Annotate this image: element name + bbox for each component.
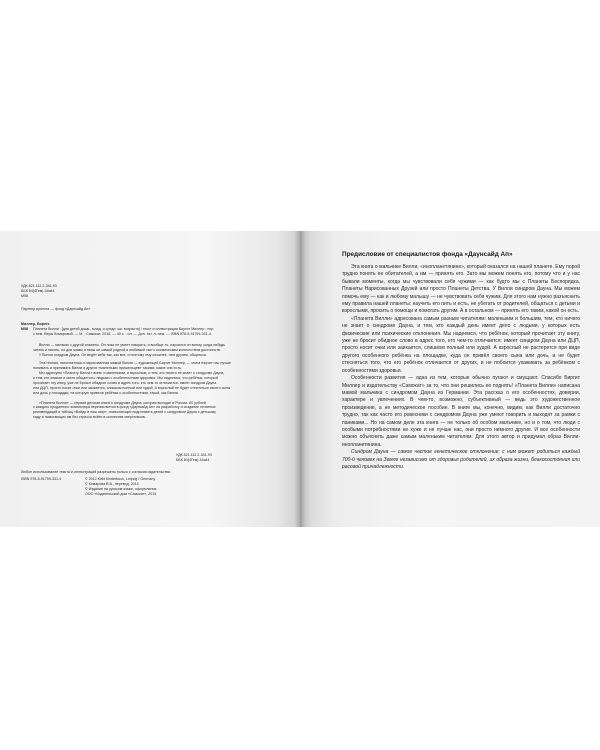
catalog-line: Планета Вилли : [для детей дошк., млад. и средн. шк. возраста] / текст и иллюстрации Биргит Миллер ; пер. [33, 326, 215, 331]
copyright-line: © Издание на русском языке, оформление. [85, 486, 158, 491]
annotation-line: Мы адресуем «Планету Вилли» всем: и маленьким, и взрослым, и тем, кто ничего не знает о синдроме Дауна, [39, 371, 225, 376]
catalog-entry [21, 322, 273, 337]
annotation-line: читать и писать, но для мамы и папы он самый родной и любимый сын с космическим количеством достоинств. [33, 347, 221, 352]
annotation-line: саду и помогающих им без стресса войти в коллектив сверстников. [33, 415, 146, 420]
book-spread [0, 231, 600, 527]
udc-line: УДК 821.112.2-341-93 [21, 284, 57, 288]
annotation-line: и тем, кто знаком и часто общается с людьми с особенностями здоровья. Мы надеемся, что ребёнок, который [33, 375, 218, 380]
catalog-line: с нем. Веры Комаровой. — М. : Самокат, 2015. — 40 с. : ил. — Доп. тит. л. нем. — ISBN 978-5-91759-331-4. [33, 331, 212, 336]
annotation-line: или дочь у площадки, на которую привели ребёнка с особенностями, такой, как Вилли. [33, 390, 179, 395]
annotation-line: рекомендаций и таблиц «Войди в наш мир», позволяющих подготовить детей с синдромом Дауна к детскому [33, 410, 216, 415]
annotation-line: Эта тёплая, наполненная и нарисованная мамой Вилли — художницей Биргит Миллер, — книга научит нас лучше [39, 361, 231, 366]
foreword-paragraph: «Планета Вилли» адресована самым разным читателям: маленьким и большим, тем, кто ничего не знает о синдроме Дауна, и тем, кто каждый день имеет дело с людьми, у которых есть физические или психические отклонения. Мы надеемся, что ребёнок, который прочитает эту книгу, уже не бросит обидное слово в адрес того, кто чем-то отличается: имеет синдром Дауна или ДЦП, просто носит очки или заикается, слишком полный или худой. А взрослый не растерется при виде другого особенного ребёнка на площадке, куда он привёл своего сына или дочь, и не будет стесняться того, что его ребёнок отличается от других, и не побоится ухаживать за ребёнком с особенностями здоровья. [342, 315, 580, 374]
udc-line: УДК 821.112.2-341-93 [176, 453, 212, 457]
annotation-line: прочитает эту книгу, уже не бросит обидное слово в адрес того, кто чем-то отличается: имеет синдром Дауна [33, 380, 217, 385]
copyright-line: © Комарова В.В., перевод, 2014 [85, 481, 139, 486]
foreword-italic-paragraph: Синдром Дауна — самое частое генетическое отклонение: с ним может родиться каждый 700-й человек на Земле независимо от здоровья родителей, их образа жизни, благосостояния или расовой принадлежности. [342, 449, 580, 470]
book-gutter [294, 231, 306, 527]
copyright-notice: Любое использование текста и иллюстраций разрешено только с согласия издательства. [21, 470, 171, 474]
udc-block-top [21, 284, 273, 299]
foreword-paragraph: Эта книга о мальчике Вилли, «инопланетянине», который оказался на нашей планете. Ему порой трудно понять ее обитателей, а им — принять его. Зато мы можем понять его, потому что и у нас бывали моменты, когда мы чувствовали себя чужими — как будто мы с Планеты Беспорядка, Планеты Нарисованных Друзей или просто Планеты Детства. У Вилли синдром Дауна. Мы можем помочь ему — как и любому малышу — не чувствовать себя чужим. Для этого нам нужно разъяснить ему правила нашей планеты: научить его пить и есть, не убегать от родителей, общаться с детьми и взрослыми, просить о помощи и помогать другим. А в остальном — принять его таким, какой он есть. [342, 264, 580, 315]
foreword [342, 251, 580, 471]
annotation-line: «Планета Вилли» — первая детская книга о синдроме Дауна, которая выходит в России. 60 рублей [39, 400, 206, 405]
author-heading: Миллер, Биргит. [21, 322, 51, 326]
bbk-line: ББК 84(4Гем)-44я44 [176, 457, 210, 462]
catalog-code: М58 [21, 326, 28, 331]
copyright-line: © 2012 Kirkt Kinderbuch, Leipzig / Germany [85, 476, 156, 481]
udc-block-bottom [176, 453, 276, 463]
copyright-block [21, 470, 273, 497]
bbk-line: ББК 84(4Гем)-44я44 [21, 288, 55, 293]
foreword-heading: Предисловие от специалистов фонда «Даунсайд Ап» [342, 251, 513, 258]
annotation-line: У Вилли синдром Дауна. Он ведёт себя так, как все, и поэтому ему сложнее, чем другим, общаться. [39, 352, 207, 357]
annotation-line: понимать и принимать Вилли и других «маленьких пришельцев» такими, какие они есть. [33, 366, 182, 371]
right-page [300, 231, 600, 527]
foreword-paragraph: Особенности развития — одна из тем, которые обычно пугают и смущают. Спасибо Биргит Миллер и издательству «Самокат» за то, что они решились ее поднять! «Планета Вилли» написана мамой мальчика с синдромом Дауна из Германии. Эта рассказ о его особенностях, доверии, характере и увлечениях. В чем-то, возможно, субъективный — ведь это художественное произведение, а не методическое пособие. В книге мы, конечно, видим, как Вилли достаточно трудно, так как часто его ровесники с синдромом Дауна уже умеют говорить и выходят за рамки с паниками... Но на самом деле эта книга — не только об особом мальчике, но и о том, что люди с особыми потребностями не хуже и не лучше нас, они просто немного другие. И все особенности можно объяснить даже самым маленьким читателям. Для этого автор и придумал образ Вилли-инопланетянина. [342, 375, 580, 448]
annotation-line: или ДЦП, просто носит очки или заикается, слишком полный или худой. А взрослый не будет стесняться своего сына [33, 385, 230, 390]
left-page [0, 231, 300, 527]
annotation-line: Вилли — мальчик с другой планеты. Он пока не умеет говорить, и вообще-то, научился он всему, когда-нибудь [39, 343, 225, 347]
annotation [33, 343, 273, 420]
author-mark: М58 [21, 293, 28, 298]
partner-note: Партнер проекта — фонд «Даунсайд Ап» [21, 307, 91, 311]
copyright-line: ООО «Издательский дом «Самокат», 2015 [85, 491, 157, 496]
annotation-line: с каждого проданного экземпляра перечисляется в фонд «Даунсайд Ап» на разработку и создание печатных [33, 405, 216, 410]
isbn: ISBN 978-5-91759-331-4 [21, 476, 62, 481]
